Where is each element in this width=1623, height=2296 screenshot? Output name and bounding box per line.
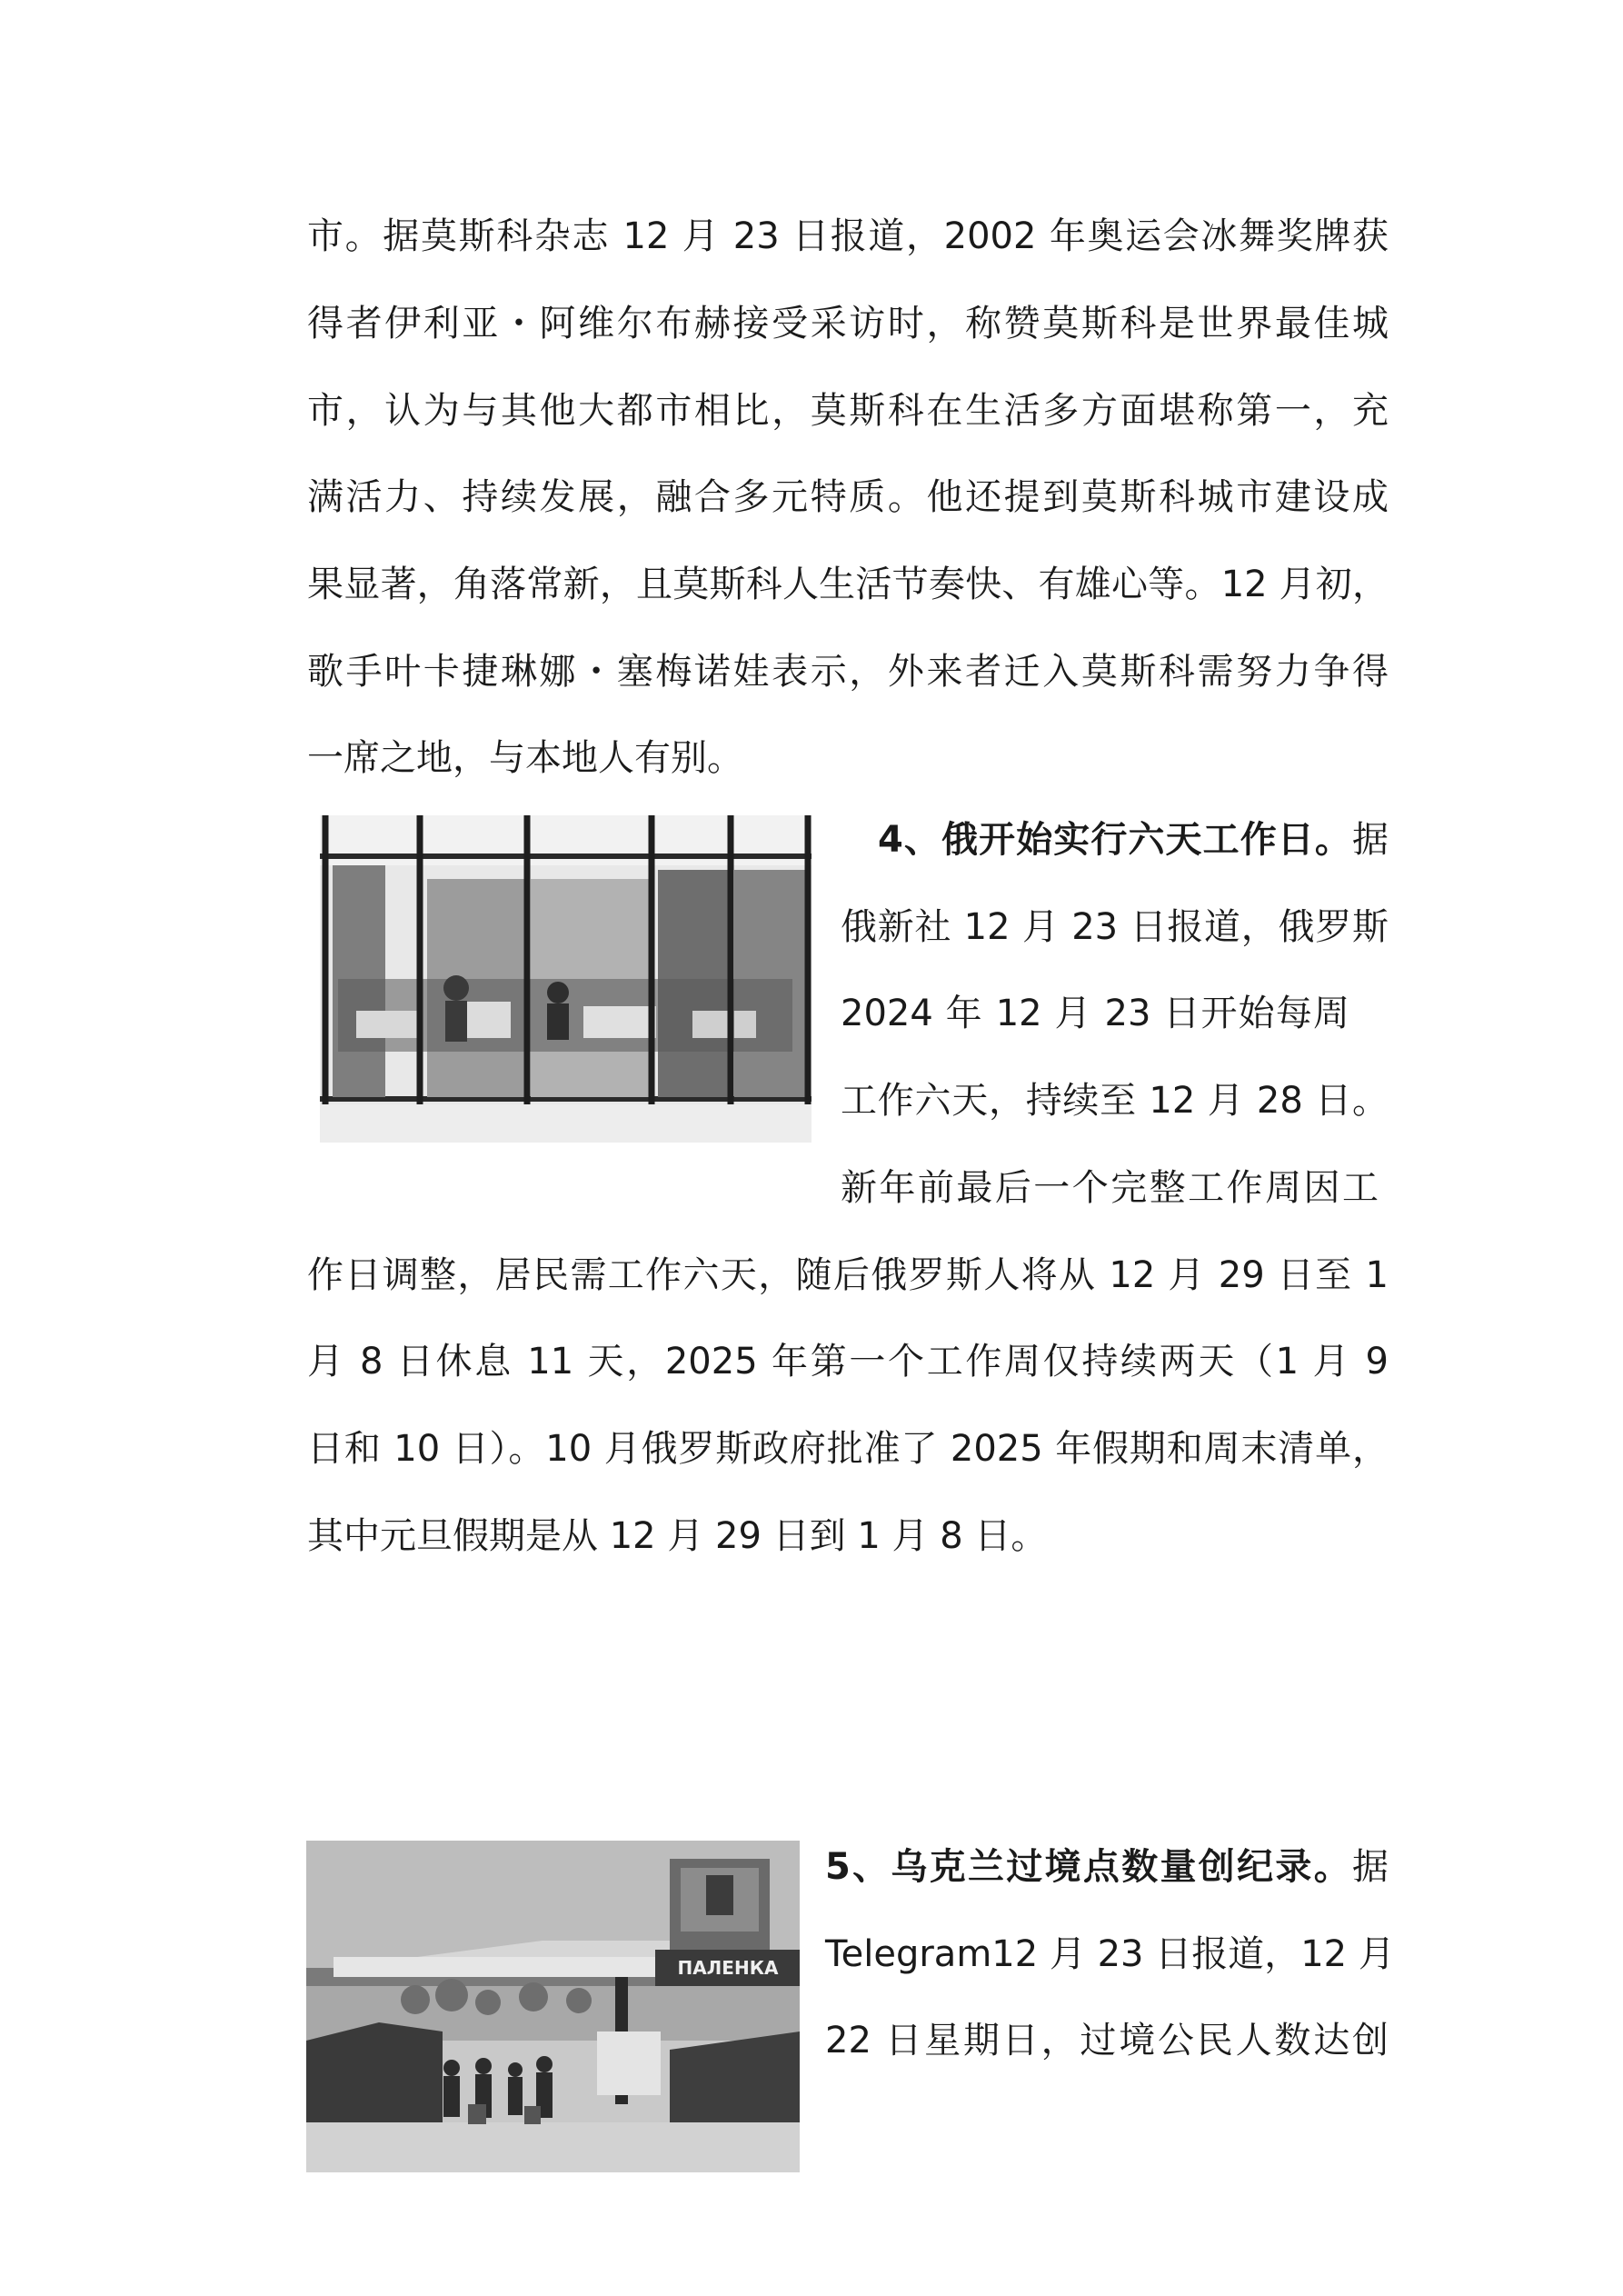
section5-heading-tail: 据 bbox=[1352, 1846, 1389, 1888]
text-line: 果显著，角落常新，且莫斯科人生活节奏快、有雄心等。12 月初， bbox=[307, 564, 1389, 605]
text-line: 满活力、持续发展，融合多元特质。他还提到莫斯科城市建设成 bbox=[307, 476, 1389, 518]
text-line: 一席之地，与本地人有别。 bbox=[307, 737, 743, 779]
office-window-photo bbox=[320, 815, 812, 1143]
border-sign-text: ПАЛЕНКА bbox=[677, 1957, 779, 1979]
section4-heading: 4、俄开始实行六天工作日。 bbox=[878, 819, 1352, 861]
text-line: 其中元旦假期是从 12 月 29 日到 1 月 8 日。 bbox=[307, 1515, 1048, 1557]
text-line: 工作六天，持续至 12 月 28 日。 bbox=[841, 1080, 1389, 1122]
text-line: 歌手叶卡捷琳娜・塞梅诺娃表示，外来者迁入莫斯科需努力争得 bbox=[307, 651, 1389, 693]
border-crossing-photo bbox=[306, 1841, 800, 2172]
section4-heading-line bbox=[878, 816, 1389, 863]
text-line: 俄新社 12 月 23 日报道，俄罗斯 bbox=[841, 906, 1389, 948]
text-line: 日和 10 日）。10 月俄罗斯政府批准了 2025 年假期和周末清单， bbox=[307, 1428, 1389, 1470]
section5-heading-line bbox=[825, 1843, 1389, 1891]
text-line: Telegram12 月 23 日报道，12 月 bbox=[825, 1933, 1395, 1975]
text-line: 市。据莫斯科杂志 12 月 23 日报道，2002 年奥运会冰舞奖牌获 bbox=[307, 215, 1389, 257]
text-line: 新年前最后一个完整工作周因工 bbox=[841, 1167, 1379, 1209]
text-line: 作日调整，居民需工作六天，随后俄罗斯人将从 12 月 29 日至 1 bbox=[307, 1254, 1389, 1296]
text-line: 2024 年 12 月 23 日开始每周 bbox=[841, 993, 1349, 1034]
text-line: 得者伊利亚・阿维尔布赫接受采访时，称赞莫斯科是世界最佳城 bbox=[307, 303, 1389, 344]
section5-heading: 5、乌克兰过境点数量创纪录。 bbox=[825, 1846, 1352, 1888]
text-line: 市，认为与其他大都市相比，莫斯科在生活多方面堪称第一，充 bbox=[307, 390, 1389, 432]
text-line: 22 日星期日，过境公民人数达创 bbox=[825, 2020, 1389, 2061]
section4-heading-tail: 据 bbox=[1352, 819, 1389, 861]
text-line: 月 8 日休息 11 天，2025 年第一个工作周仅持续两天（1 月 9 bbox=[307, 1341, 1389, 1383]
